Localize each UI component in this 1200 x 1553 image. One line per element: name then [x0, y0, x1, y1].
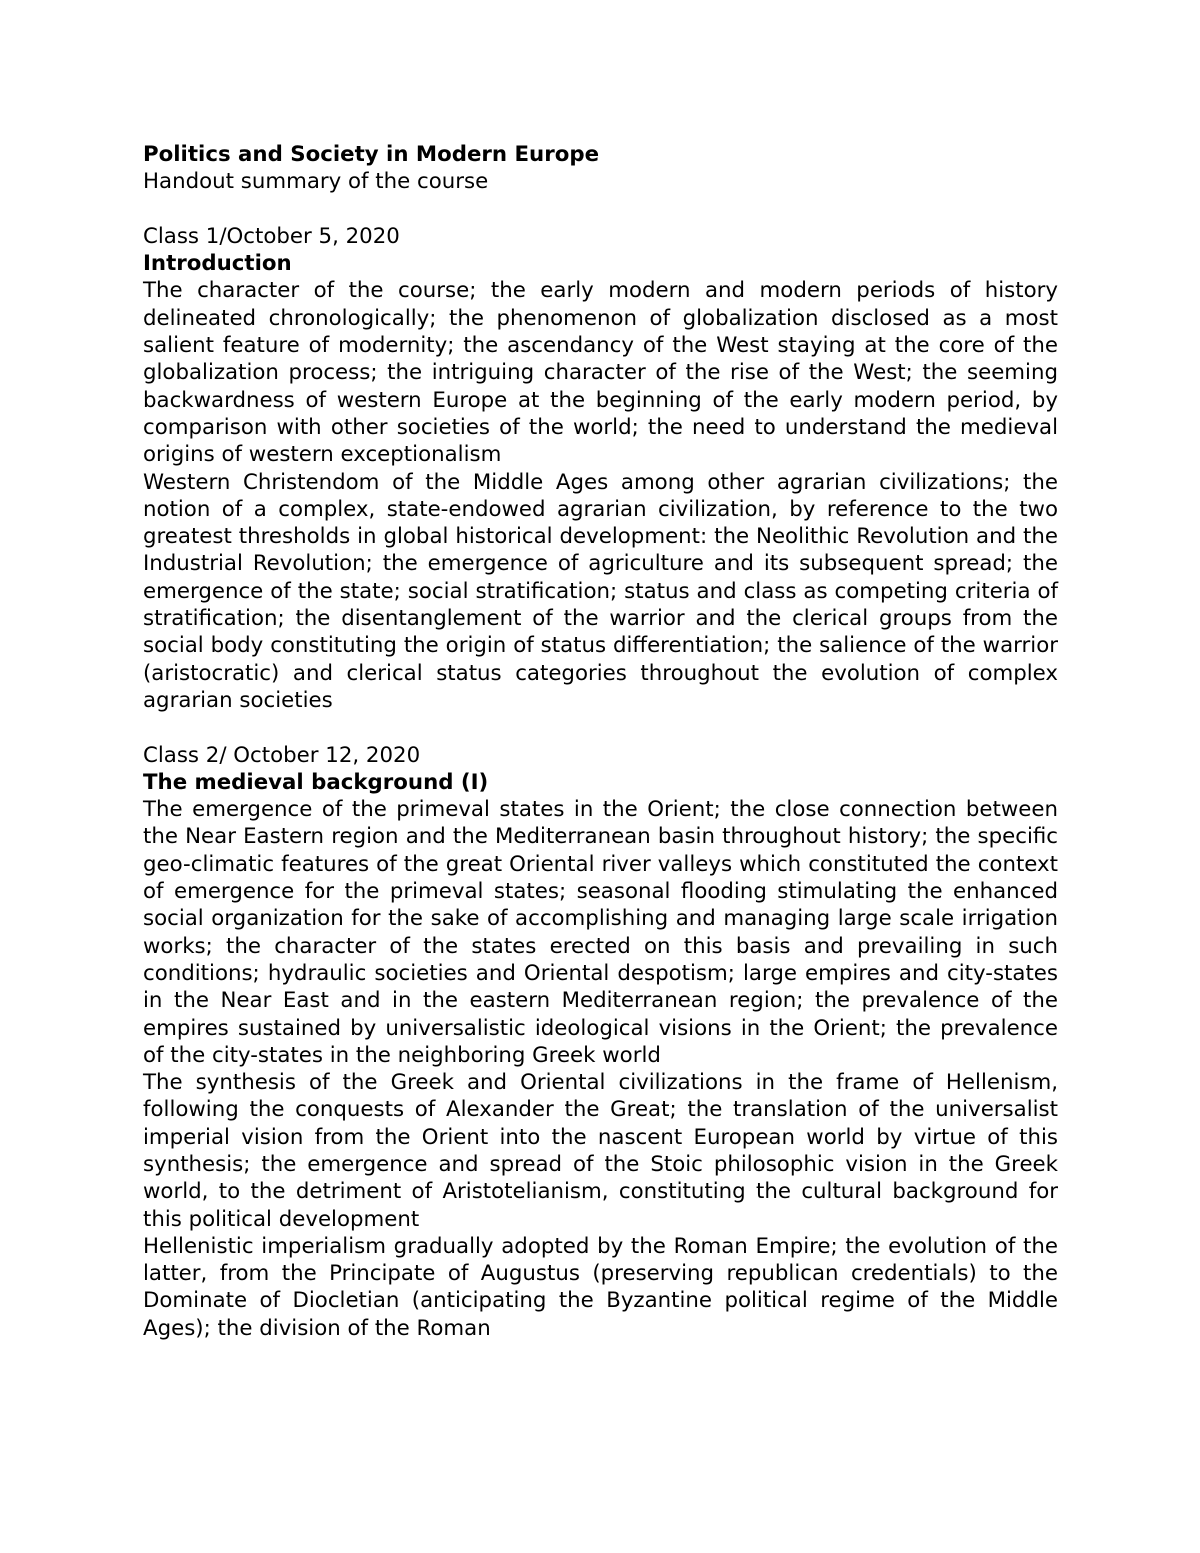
paragraph: The synthesis of the Greek and Oriental civilizations in the frame of Hellenism, following the conquests of Alexander the Great; the translation of the universalist imperial vision from the Orient into the nascent European world by virtue of this synthesis; the emergence and spread of the Stoic philosophic vision in the Greek world, to the detriment of Aristotelianism, constituting the cultural background for this political development: [143, 1070, 1058, 1232]
paragraph: Hellenistic imperialism gradually adopted by the Roman Empire; the evolution of the latter, from the Principate of Augustus (preserving republican credentials) to the Dominate of Diocletian (anticipating the Byzantine political regime of the Middle Ages); the division of the Roman: [143, 1233, 1058, 1341]
document-header: [143, 141, 1058, 196]
class-date: Class 1/October 5, 2020: [143, 223, 400, 249]
paragraph: Western Christendom of the Middle Ages among other agrarian civilizations; the notion of a complex, state-endowed agrarian civilization, by reference to the two greatest thresholds in global historical development: the Neolithic Revolution and the Industrial Revolution; the emergence of agriculture and its subsequent spread; the emergence of the state; social stratification; status and class as competing criteria of stratification; the disentanglement of the warrior and the clerical groups from the social body constituting the origin of status differentiation; the salience of the warrior (aristocratic) and clerical status categories throughout the evolution of complex agrarian societies: [143, 469, 1058, 713]
document-subtitle: Handout summary of the course: [143, 169, 489, 195]
paragraph: The character of the course; the early modern and modern periods of history delineated chronologically; the phenomenon of globalization disclosed as a most salient feature of modernity; the ascendancy of the West staying at the core of the globalization process; the intriguing character of the rise of the West; the seeming backwardness of western Europe at the beginning of the early modern period, by comparison with other societies of the world; the need to understand the medieval origins of western exceptionalism: [143, 278, 1058, 468]
class-heading: Introduction: [143, 251, 292, 277]
paragraph: The emergence of the primeval states in the Orient; the close connection between the Near Eastern region and the Mediterranean basin throughout history; the specific geo-climatic features of the great Oriental river valleys which constituted the context of emergence for the primeval states; seasonal flooding stimulating the enhanced social organization for the sake of accomplishing and managing large scale irrigation works; the character of the states erected on this basis and prevailing in such conditions; hydraulic societies and Oriental despotism; large empires and city-states in the Near East and in the eastern Mediterranean region; the prevalence of the empires sustained by universalistic ideological visions in the Orient; the prevalence of the city-states in the neighboring Greek world: [143, 797, 1058, 1068]
class-heading: The medieval background (I): [143, 769, 489, 795]
class-date: Class 2/ October 12, 2020: [143, 742, 421, 768]
document-page: [143, 141, 1058, 1342]
class-section-2: [143, 742, 1058, 1343]
document-title: Politics and Society in Modern Europe: [143, 142, 600, 167]
class-section-1: [143, 223, 1058, 714]
